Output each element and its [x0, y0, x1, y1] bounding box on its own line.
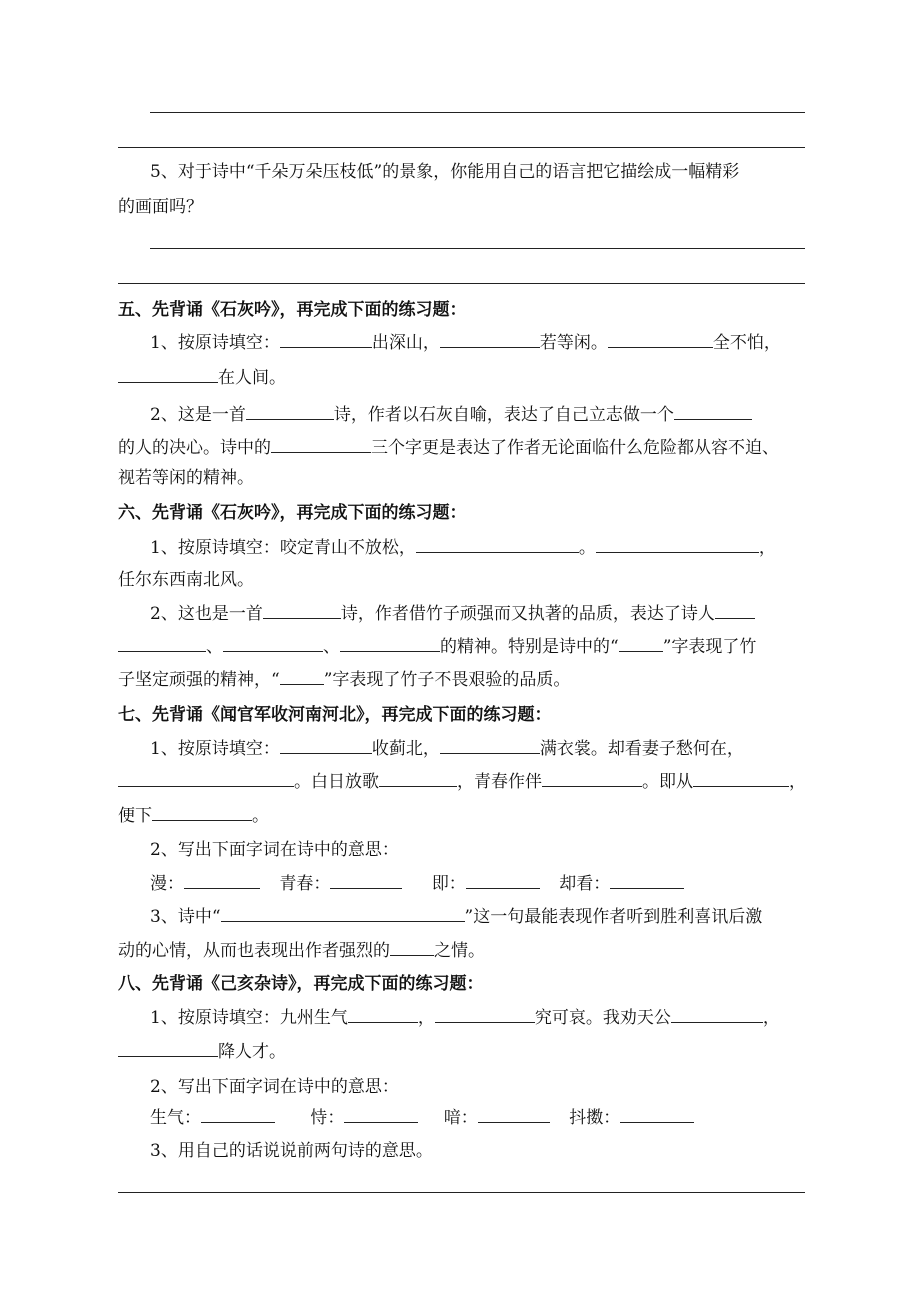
- answer-line: [118, 283, 805, 284]
- fill-blank[interactable]: [118, 635, 206, 652]
- s6-q1-line-2: 任尔东西南北风。: [118, 570, 254, 590]
- text: 1、按原诗填空：咬定青山不放松，: [150, 538, 416, 558]
- text: ”字表现了竹子不畏艰验的品质。: [323, 670, 571, 690]
- text: 便下: [118, 806, 152, 826]
- s7-q3-line-2: [118, 939, 485, 963]
- answer-line: [118, 147, 805, 148]
- fill-blank[interactable]: [280, 668, 324, 685]
- fill-blank[interactable]: [693, 770, 789, 787]
- term-label: 抖擞：: [569, 1108, 621, 1128]
- fill-blank[interactable]: [715, 602, 755, 619]
- text: 。即从: [642, 772, 693, 792]
- fill-blank[interactable]: [542, 770, 642, 787]
- question-5-line-1: 5、对于诗中“千朵万朵压枝低”的景象，你能用自己的语言把它描绘成一幅精彩: [150, 162, 740, 182]
- text: ，: [789, 772, 806, 792]
- s5-q2-line-3: 视若等闲的精神。: [118, 468, 254, 488]
- fill-blank[interactable]: [118, 770, 294, 787]
- term-label: 漫：: [150, 874, 184, 894]
- fill-blank[interactable]: [330, 872, 402, 889]
- text: ，青春作伴: [457, 772, 542, 792]
- fill-blank[interactable]: [263, 602, 341, 619]
- fill-blank[interactable]: [280, 331, 372, 348]
- fill-blank[interactable]: [440, 737, 540, 754]
- fill-blank[interactable]: [184, 872, 260, 889]
- text: 诗，作者借竹子顽强而又执著的品质，表达了诗人: [340, 604, 715, 624]
- text: 1、按原诗填空：九州生气: [150, 1008, 348, 1028]
- answer-line: [150, 248, 805, 249]
- section-8-heading: 八、先背诵《己亥杂诗》，再完成下面的练习题：: [118, 974, 484, 994]
- s6-q2-line-2: [118, 635, 756, 659]
- s7-q2-items: [150, 872, 684, 896]
- fill-blank[interactable]: [201, 1106, 275, 1123]
- fill-blank[interactable]: [152, 804, 252, 821]
- text: 若等闲。: [539, 333, 608, 353]
- fill-blank[interactable]: [610, 872, 684, 889]
- s8-q3: 3、用自己的话说说前两句诗的意思。: [150, 1141, 433, 1161]
- text: 究可哀。我劝天公: [534, 1008, 671, 1028]
- fill-blank[interactable]: [348, 1006, 418, 1023]
- text: 收蓟北，: [371, 739, 440, 759]
- s7-q3-line-1: [150, 905, 762, 929]
- text: 、: [323, 637, 340, 657]
- text: 1、按原诗填空：: [150, 333, 280, 353]
- text: 降人才。: [218, 1042, 286, 1062]
- fill-blank[interactable]: [416, 536, 579, 553]
- s8-q2-items: [150, 1106, 694, 1130]
- answer-line: [150, 112, 805, 113]
- s7-q2-title: 2、写出下面字词在诗中的意思：: [150, 840, 399, 860]
- fill-blank[interactable]: [674, 403, 752, 420]
- text: 的精神。特别是诗中的“: [440, 637, 619, 657]
- s7-q1-line-2: [118, 770, 806, 794]
- term-label: 喑：: [443, 1108, 478, 1128]
- text: 之情。: [434, 941, 485, 961]
- term-label: 青春：: [279, 874, 331, 894]
- fill-blank[interactable]: [118, 1040, 218, 1057]
- s5-q2-line-1: [150, 403, 752, 427]
- text: 动的心情，从而也表现出作者强烈的: [118, 941, 390, 961]
- section-7-heading: 七、先背诵《闻官军收河南河北》，再完成下面的练习题：: [118, 705, 552, 725]
- s8-q1-line-2: [118, 1040, 286, 1064]
- text: 在人间。: [218, 368, 286, 388]
- text: 三个字更是表达了作者无论面临什么危险都从容不迫、: [371, 438, 779, 458]
- s6-q2-line-3: [118, 668, 570, 692]
- text: 2、这也是一首: [150, 604, 263, 624]
- fill-blank[interactable]: [280, 737, 372, 754]
- fill-blank[interactable]: [619, 635, 663, 652]
- fill-blank[interactable]: [379, 770, 457, 787]
- s5-q2-line-2: [118, 436, 779, 460]
- term-label: 即：: [431, 874, 466, 894]
- text: ，: [762, 1008, 780, 1028]
- fill-blank[interactable]: [596, 536, 759, 553]
- term-label: 生气：: [150, 1108, 201, 1128]
- text: 诗，作者以石灰自喻，表达了自己立志做一个: [333, 405, 674, 425]
- fill-blank[interactable]: [620, 1106, 694, 1123]
- s5-q1-line-1: [150, 331, 781, 355]
- text: ，: [758, 538, 776, 558]
- fill-blank[interactable]: [223, 635, 323, 652]
- term-label: 恃：: [310, 1108, 345, 1128]
- fill-blank[interactable]: [478, 1106, 550, 1123]
- s8-q2-title: 2、写出下面字词在诗中的意思：: [150, 1077, 399, 1097]
- text: 满衣裳。却看妻子愁何在，: [539, 739, 744, 759]
- text: 出深山，: [371, 333, 440, 353]
- section-6-heading: 六、先背诵《石灰吟》，再完成下面的练习题：: [118, 503, 467, 523]
- s8-q1-line-1: [150, 1006, 780, 1030]
- text: 2、这是一首: [150, 405, 246, 425]
- text: 3、诗中“: [150, 907, 221, 927]
- fill-blank[interactable]: [340, 635, 440, 652]
- text: 的人的决心。诗中的: [118, 438, 271, 458]
- text: 子坚定顽强的精神，“: [118, 670, 280, 690]
- fill-blank[interactable]: [466, 872, 540, 889]
- text: 1、按原诗填空：: [150, 739, 280, 759]
- text: ”这一句最能表现作者听到胜利喜讯后激: [464, 907, 763, 927]
- s7-q1-line-1: [150, 737, 744, 761]
- question-5-line-2: 的画面吗？: [118, 197, 203, 217]
- fill-blank[interactable]: [221, 905, 465, 922]
- s6-q1-line-1: [150, 536, 776, 560]
- fill-blank[interactable]: [435, 1006, 535, 1023]
- fill-blank[interactable]: [671, 1006, 763, 1023]
- fill-blank[interactable]: [271, 436, 371, 453]
- answer-line: [118, 1192, 805, 1193]
- fill-blank[interactable]: [246, 403, 334, 420]
- s6-q2-line-1: [150, 602, 755, 626]
- s7-q1-line-3: [118, 804, 269, 828]
- text: 。: [252, 806, 269, 826]
- text: ，: [417, 1008, 435, 1028]
- fill-blank[interactable]: [118, 366, 218, 383]
- fill-blank[interactable]: [344, 1106, 418, 1123]
- section-5-heading: 五、先背诵《石灰吟》，再完成下面的练习题：: [118, 300, 467, 320]
- text: 。: [578, 538, 596, 558]
- text: ”字表现了竹: [662, 637, 757, 657]
- fill-blank[interactable]: [608, 331, 713, 348]
- s5-q1-line-2: [118, 366, 286, 390]
- fill-blank[interactable]: [440, 331, 540, 348]
- text: 全不怕，: [712, 333, 781, 353]
- text: 。白日放歌: [294, 772, 379, 792]
- text: 、: [206, 637, 223, 657]
- fill-blank[interactable]: [390, 939, 434, 956]
- term-label: 却看：: [559, 874, 611, 894]
